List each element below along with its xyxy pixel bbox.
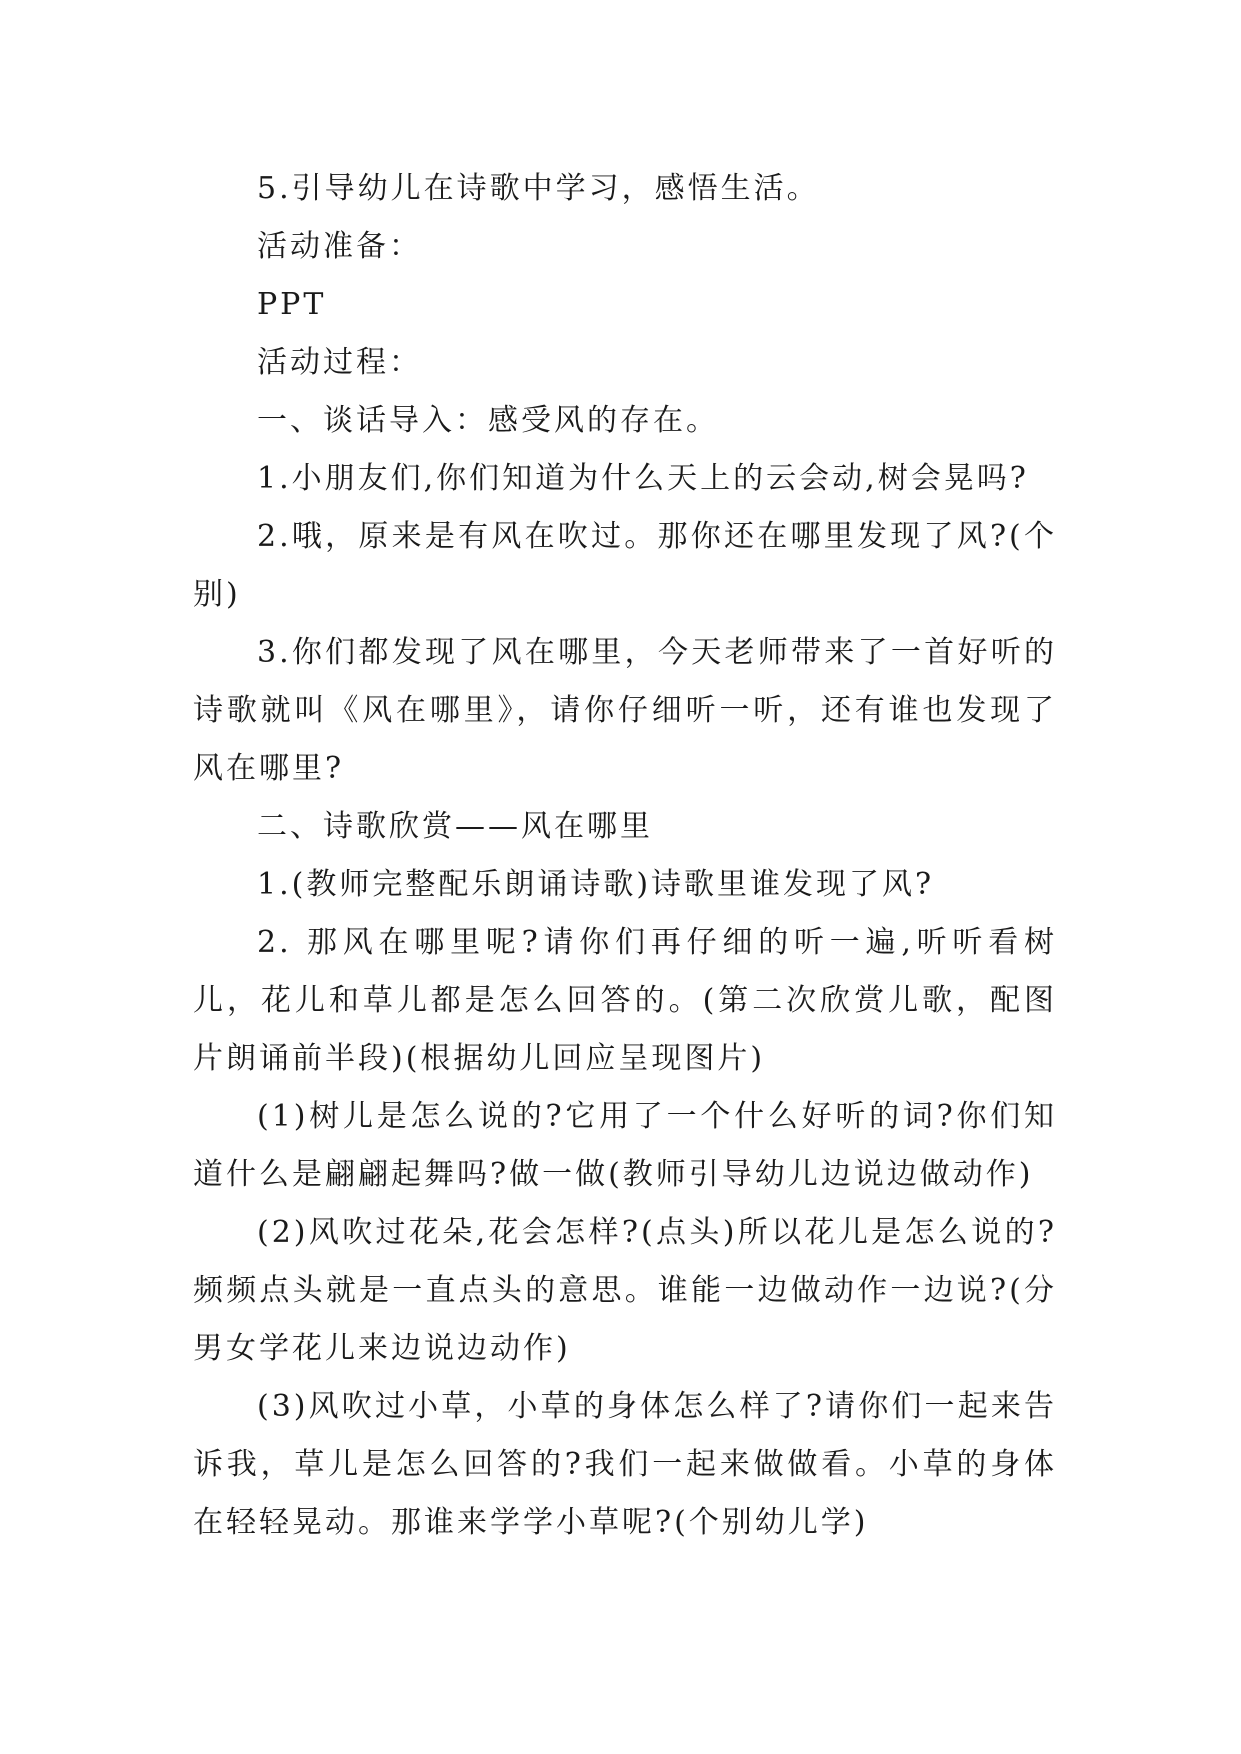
- step-2-subitem-3: (3)风吹过小草，小草的身体怎么样了?请你们一起来告诉我，草儿是怎么回答的?我们一起来做做看。小草的身体在轻轻晃动。那谁来学学小草呢?(个别幼儿学): [193, 1389, 1057, 1540]
- step-1-item-2: 2.哦，原来是有风在吹过。那你还在哪里发现了风?(个别): [193, 519, 1057, 612]
- objective-5: 5.引导幼儿在诗歌中学习，感悟生活。: [257, 171, 820, 206]
- section-heading-preparation: 活动准备：: [257, 229, 422, 264]
- step-1-item-3: 3.你们都发现了风在哪里，今天老师带来了一首好听的诗歌就叫《风在哪里》，请你仔细听一听，还有谁也发现了风在哪里?: [193, 635, 1057, 786]
- step-1-item-1: 1.小朋友们,你们知道为什么天上的云会动,树会晃吗?: [257, 461, 1029, 496]
- step-2-heading: 二、诗歌欣赏——风在哪里: [257, 809, 653, 844]
- document-body: [193, 160, 1057, 1552]
- step-2-subitem-2: (2)风吹过花朵,花会怎样?(点头)所以花儿是怎么说的?频频点头就是一直点头的意思。谁能一边做动作一边说?(分男女学花儿来边说边动作): [193, 1215, 1057, 1366]
- step-1-heading: 一、谈话导入：感受风的存在。: [257, 403, 719, 438]
- section-heading-process: 活动过程：: [257, 345, 422, 380]
- step-2-subitem-1: (1)树儿是怎么说的?它用了一个什么好听的词?你们知道什么是翩翩起舞吗?做一做(教师引导幼儿边说边做动作): [193, 1099, 1057, 1192]
- preparation-item: PPT: [257, 287, 327, 322]
- step-2-item-2: 2. 那风在哪里呢?请你们再仔细的听一遍,听听看树儿，花儿和草儿都是怎么回答的。(第二次欣赏儿歌，配图片朗诵前半段)(根据幼儿回应呈现图片): [193, 925, 1057, 1076]
- step-2-item-1: 1.(教师完整配乐朗诵诗歌)诗歌里谁发现了风?: [257, 867, 935, 902]
